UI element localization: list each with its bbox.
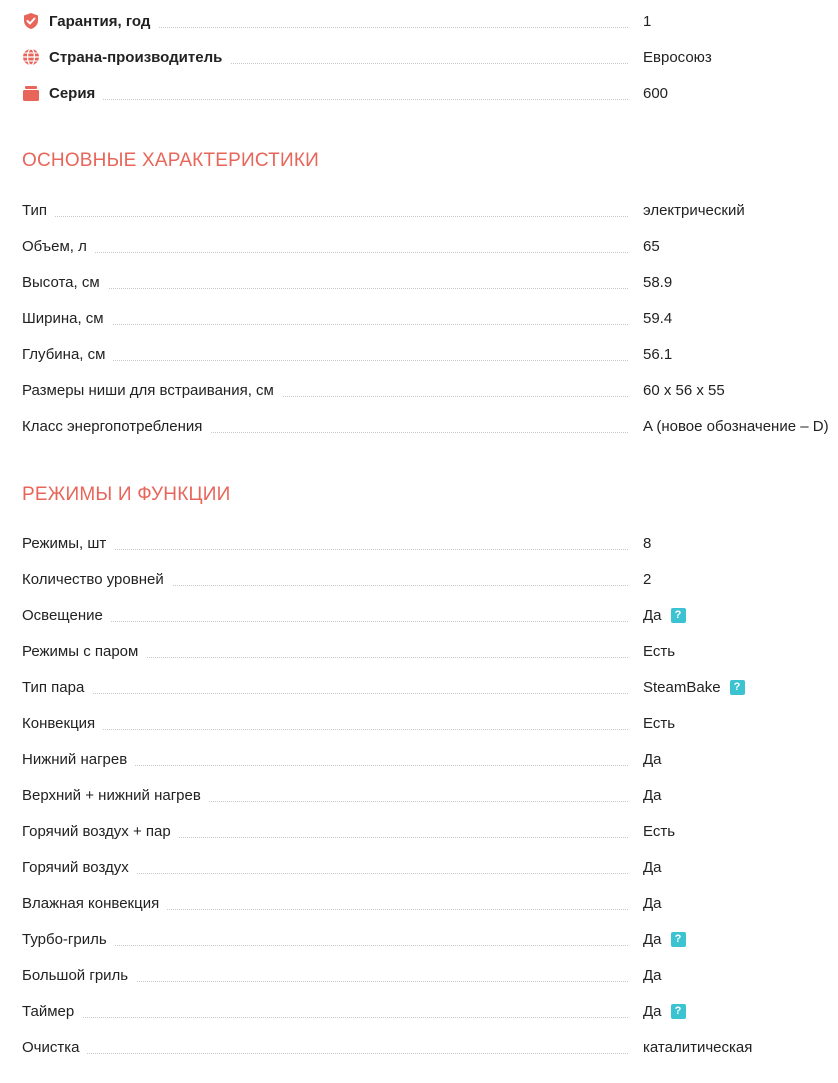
spec-label-text: Страна-производитель <box>49 48 223 66</box>
spec-row <box>22 408 838 444</box>
spec-row <box>22 525 838 561</box>
spec-label: Объем, л <box>22 238 95 255</box>
spec-value: 58.9 <box>643 264 672 300</box>
spec-row-series <box>22 75 838 111</box>
spec-row <box>22 372 838 408</box>
section-title-modes: РЕЖИМЫ И ФУНКЦИИ <box>22 484 231 505</box>
spec-value: Да <box>643 885 662 921</box>
spec-row <box>22 633 838 669</box>
spec-label: Турбо-гриль <box>22 931 115 948</box>
spec-value: 600 <box>643 75 668 111</box>
spec-value: Да <box>643 957 662 993</box>
spec-value: 60 x 56 x 55 <box>643 372 725 408</box>
series-box-icon <box>22 84 40 102</box>
spec-label: Нижний нагрев <box>22 751 135 768</box>
spec-label: Ширина, см <box>22 310 112 327</box>
spec-label: Режимы с паром <box>22 643 146 660</box>
spec-value: Да <box>643 777 662 813</box>
spec-value: Есть <box>643 633 675 669</box>
spec-label <box>22 48 230 66</box>
spec-value: Да <box>643 849 662 885</box>
spec-value <box>643 669 745 705</box>
spec-row-country <box>22 39 838 75</box>
spec-label: Конвекция <box>22 715 103 732</box>
spec-value <box>643 597 686 633</box>
spec-row <box>22 192 838 228</box>
spec-row <box>22 597 838 633</box>
spec-value: 2 <box>643 561 651 597</box>
spec-row <box>22 264 838 300</box>
help-badge[interactable]: ? <box>671 1004 686 1019</box>
spec-label: Горячий воздух + пар <box>22 823 179 840</box>
spec-value: Евросоюз <box>643 39 712 75</box>
globe-icon <box>22 48 40 66</box>
spec-row <box>22 741 838 777</box>
spec-value <box>643 921 686 957</box>
spec-label: Верхний + нижний нагрев <box>22 787 209 804</box>
spec-row <box>22 921 838 957</box>
spec-value: Да <box>643 741 662 777</box>
spec-value: Есть <box>643 813 675 849</box>
spec-label <box>22 12 158 30</box>
spec-label <box>22 84 103 102</box>
spec-value-text: Да <box>643 606 662 624</box>
spec-row <box>22 300 838 336</box>
spec-label: Высота, см <box>22 274 108 291</box>
spec-row <box>22 849 838 885</box>
spec-row <box>22 228 838 264</box>
spec-label-text: Гарантия, год <box>49 12 151 30</box>
spec-row <box>22 705 838 741</box>
spec-value: Есть <box>643 705 675 741</box>
spec-value-text: SteamBake <box>643 678 721 696</box>
spec-value: 8 <box>643 525 651 561</box>
help-badge[interactable]: ? <box>671 608 686 623</box>
spec-row <box>22 669 838 705</box>
shield-check-icon <box>22 12 40 30</box>
spec-label: Горячий воздух <box>22 859 137 876</box>
help-badge[interactable]: ? <box>671 932 686 947</box>
spec-value: 56.1 <box>643 336 672 372</box>
spec-value: 1 <box>643 3 651 39</box>
spec-value: каталитическая <box>643 1029 752 1065</box>
spec-label: Режимы, шт <box>22 535 114 552</box>
spec-row <box>22 561 838 597</box>
spec-value: A (новое обозначение – D) <box>643 408 829 444</box>
spec-label: Тип <box>22 202 55 219</box>
spec-row <box>22 957 838 993</box>
spec-label: Таймер <box>22 1003 82 1020</box>
spec-label-text: Серия <box>49 84 96 102</box>
spec-row <box>22 777 838 813</box>
spec-label: Размеры ниши для встраивания, см <box>22 382 282 399</box>
spec-row <box>22 885 838 921</box>
spec-value-text: Да <box>643 1002 662 1020</box>
spec-label: Очистка <box>22 1039 87 1056</box>
spec-value: электрический <box>643 192 745 228</box>
spec-label: Глубина, см <box>22 346 113 363</box>
spec-label: Большой гриль <box>22 967 136 984</box>
spec-label: Тип пара <box>22 679 92 696</box>
spec-label: Количество уровней <box>22 571 172 588</box>
spec-label: Освещение <box>22 607 111 624</box>
spec-row <box>22 336 838 372</box>
section-title-main: ОСНОВНЫЕ ХАРАКТЕРИСТИКИ <box>22 150 319 171</box>
spec-value: 65 <box>643 228 660 264</box>
spec-row <box>22 993 838 1029</box>
spec-row <box>22 1029 838 1065</box>
spec-value: 59.4 <box>643 300 672 336</box>
spec-label: Влажная конвекция <box>22 895 167 912</box>
spec-value <box>643 993 686 1029</box>
spec-label: Класс энергопотребления <box>22 418 210 435</box>
help-badge[interactable]: ? <box>730 680 745 695</box>
spec-value-text: Да <box>643 930 662 948</box>
spec-row <box>22 813 838 849</box>
spec-row-warranty <box>22 3 838 39</box>
